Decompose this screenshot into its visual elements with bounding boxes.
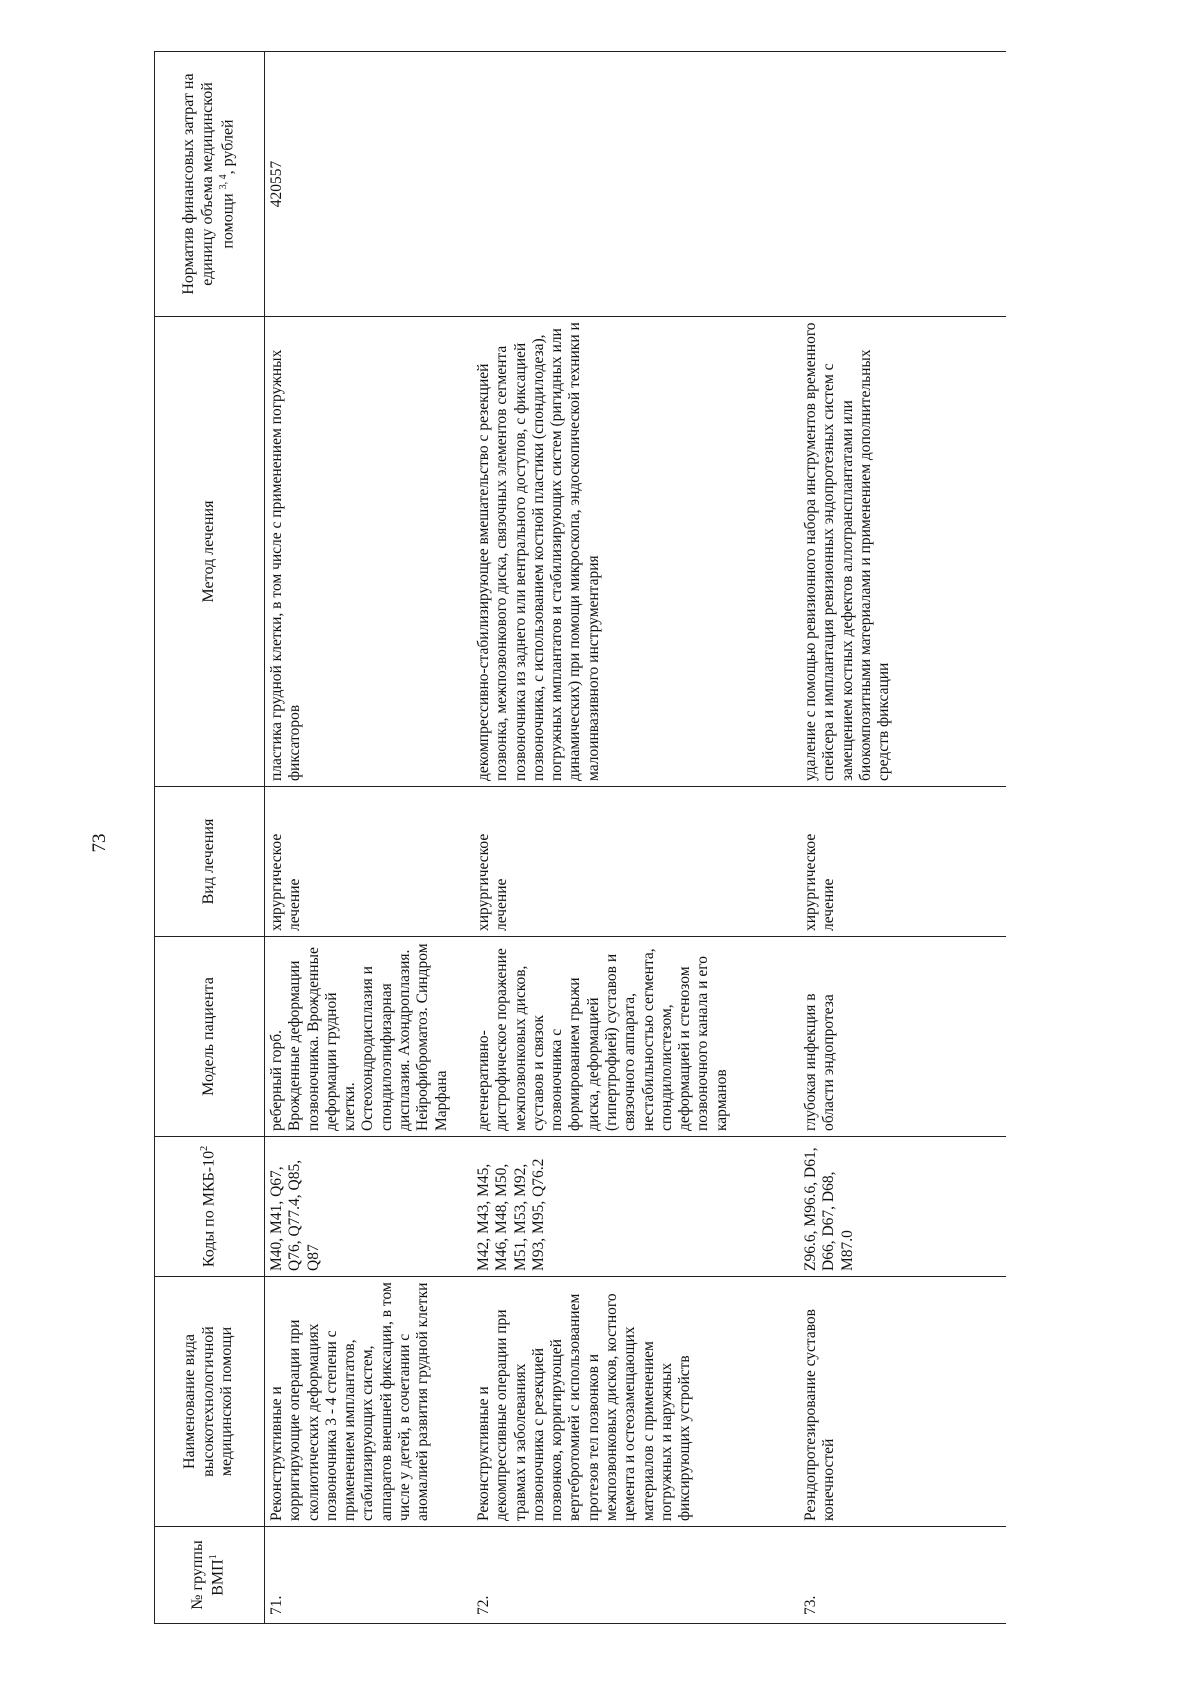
cell-treatment-type: хирургическое лечение xyxy=(472,787,799,937)
cell-treatment-type: хирургическое лечение xyxy=(799,787,1006,937)
header-method: Метод лечения xyxy=(155,317,265,787)
cell-cost xyxy=(799,52,1006,317)
cell-name: Реконструктивные и корригирующие операции при сколиотических деформациях позвоночника 3 - 4 степени с применением имплантатов, стабилизирующих систем, аппаратов внешней фиксации, в том числе у детей, в сочетании с аномалией развития грудной клетки xyxy=(265,1277,473,1527)
vmp-table xyxy=(154,51,1006,1624)
cell-patient-model: глубокая инфекция в области эндопротеза xyxy=(799,937,1006,1137)
cell-treatment-type: хирургическое лечение xyxy=(265,787,473,937)
cell-icd: M40, M41, Q67, Q76, Q77.4, Q85, Q87 xyxy=(265,1137,473,1277)
table-row xyxy=(799,52,1006,1624)
cell-icd: M42, M43, M45, M46, M48, M50, M51, M53, M92, M93, M95, Q76.2 xyxy=(472,1137,799,1277)
cell-patient-model: дегенеративно-дистрофическое поражение межпозвонковых дисков, суставов и связок позвоночника с формированием грыжи диска, деформацией (гипертрофией) суставов и связочного аппарата, нестабильностью сегмента, спондилолистезом, деформацией и стенозом позвоночного канала и его карманов xyxy=(472,937,799,1137)
cell-group-no: 72. xyxy=(472,1527,799,1624)
cell-method: удаление с помощью ревизионного набора инструментов временного спейсера и имплантация ревизионных эндопротезных систем с замещением костных дефектов аллотрансплантатами или биокомпозитными материалами и применением дополнительных средств фиксации xyxy=(799,317,1006,787)
cell-method: декомпрессивно-стабилизирующее вмешательство с резекцией позвонка, межпозвонкового диска, связочных элементов сегмента позвоночника из заднего или вентрального доступов, с фиксацией позвоночника, с использованием костной пластики (спондилодеза), погружных имплантатов и стабилизирующих систем (ригидных или динамических) при помощи микроскопа, эндоскопической техники и малоинвазивного инструментария xyxy=(472,317,799,787)
rotated-table-container xyxy=(154,52,1014,1624)
header-name: Наименование вида высокотехнологичной медицинской помощи xyxy=(155,1277,265,1527)
cell-group-no: 73. xyxy=(799,1527,1006,1624)
cell-method: пластика грудной клетки, в том числе с применением погружных фиксаторов xyxy=(265,317,473,787)
cell-icd: Z96.6, M96.6, D61, D66, D67, D68, M87.0 xyxy=(799,1137,1006,1277)
table-row xyxy=(472,52,799,1624)
cell-cost xyxy=(472,52,799,317)
cell-name: Реконструктивные и декомпрессивные операции при травмах и заболеваниях позвоночника с резекцией позвонков, корригирующей вертебротомией с использованием протезов тел позвонков и межпозвонковых дисков, костного цемента и остеозамещающих материалов с применением погружных и наружных фиксирующих устройств xyxy=(472,1277,799,1527)
header-patient-model: Модель пациента xyxy=(155,937,265,1137)
cell-group-no: 71. xyxy=(265,1527,473,1624)
header-group-no: № группы ВМП$^1$ xyxy=(155,1527,265,1624)
header-cost: Норматив финансовых затрат на единицу объема медицинской помощи $^{3, 4}$, рублей xyxy=(155,52,265,317)
cell-name: Реэндопротезирование суставов конечностей xyxy=(799,1277,1006,1527)
table-header-row xyxy=(155,52,265,1624)
page-number: 73 xyxy=(89,833,110,853)
header-treatment-type: Вид лечения xyxy=(155,787,265,937)
table-row xyxy=(265,52,473,1624)
cell-cost: 420557 xyxy=(265,52,473,317)
cell-patient-model: реберный горб. Врожденные деформации позвоночника. Врожденные деформации грудной клетки. Остеохондродисплазия и спондилоэпифизарная дисплазия. Ахондроплазия. Нейрофиброматоз. Синдром Марфана xyxy=(265,937,473,1137)
header-icd: Коды по МКБ-$10^2$ xyxy=(155,1137,265,1277)
